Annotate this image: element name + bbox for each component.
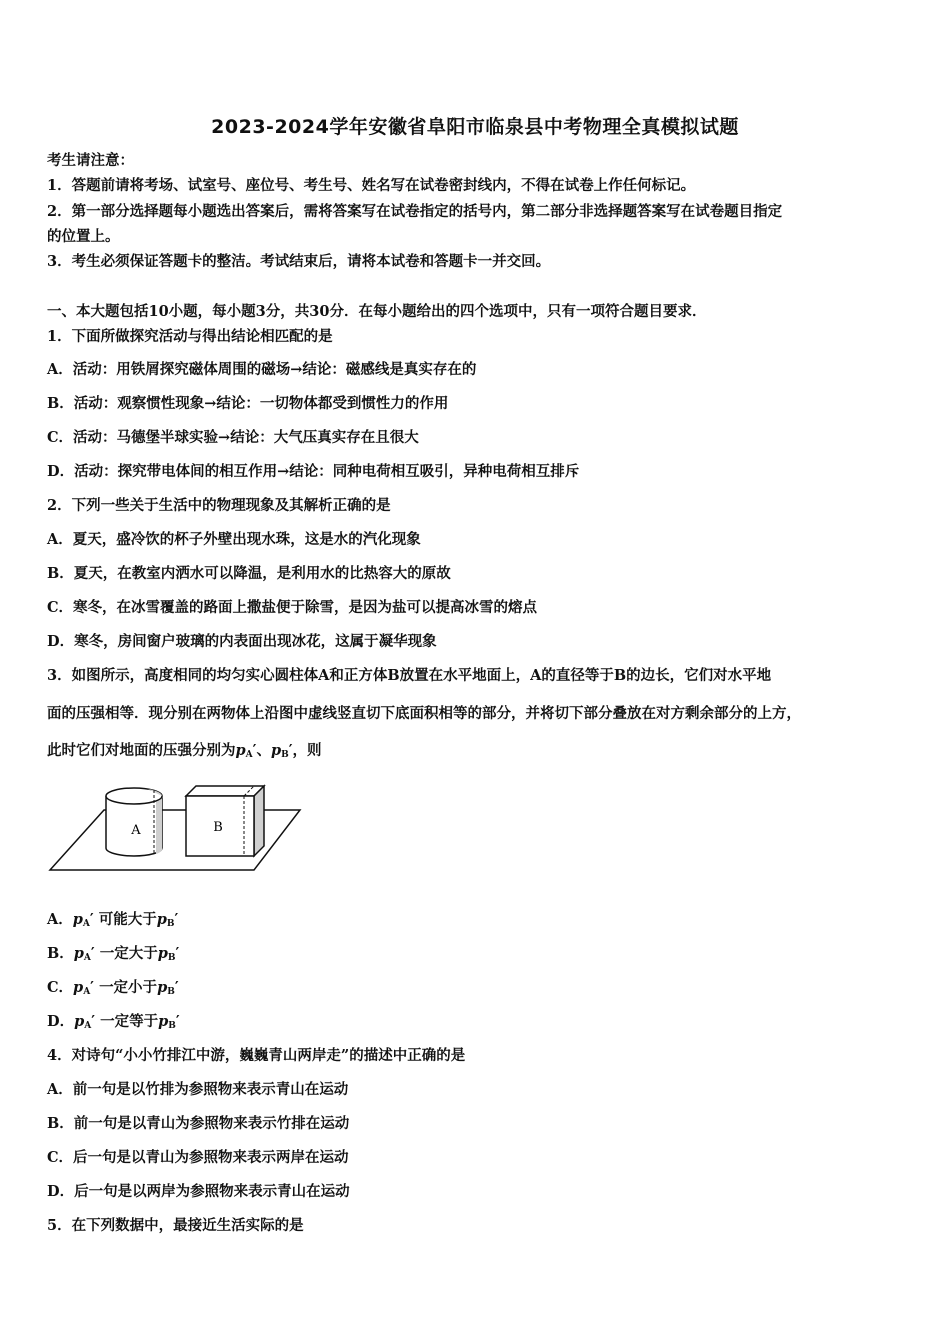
question-4-option-b: B．前一句是以青山为参照物来表示竹排在运动	[47, 1115, 350, 1132]
question-2-option-c: C．寒冬，在冰雪覆盖的路面上撒盐便于除雪，是因为盐可以提高冰雪的熔点	[47, 599, 538, 616]
question-1-option-a: A．活动：用铁屑探究磁体周围的磁场→结论：磁感线是真实存在的	[47, 361, 477, 378]
exam-title: 2023-2024学年安徽省阜阳市临泉县中考物理全真模拟试题	[211, 116, 739, 138]
question-3-stem-line1: 3．如图所示，高度相同的均匀实心圆柱体A和正方体B放置在水平地面上，A的直径等于B的边长，它们对水平地	[47, 667, 772, 684]
question-2-option-a: A．夏天，盛冷饮的杯子外壁出现水珠，这是水的汽化现象	[47, 531, 421, 548]
notice-item: 2．第一部分选择题每小题选出答案后，需将答案写在试卷指定的括号内，第二部分非选择题答案写在试卷题目指定	[47, 203, 783, 220]
question-3-option-c: C．$p_A'$ 一定小于$p_B'$	[47, 979, 179, 997]
question-1-option-d: D．活动：探究带电体间的相互作用→结论：同种电荷相互吸引，异种电荷相互排斥	[47, 463, 580, 480]
question-4-stem: 4．对诗句“小小竹排江中游，巍巍青山两岸走”的描述中正确的是	[47, 1047, 466, 1064]
question-3-option-b: B．$p_A'$ 一定大于$p_B'$	[47, 945, 180, 963]
question-2-option-b: B．夏天，在教室内洒水可以降温，是利用水的比热容大的原故	[47, 565, 451, 582]
question-3-option-d: D．$p_A'$ 一定等于$p_B'$	[47, 1013, 180, 1031]
question-2-option-d: D．寒冬，房间窗户玻璃的内表面出现冰花，这属于凝华现象	[47, 633, 437, 650]
section-heading: 一、本大题包括10小题，每小题3分，共30分．在每小题给出的四个选项中，只有一项符合题目要求．	[47, 303, 707, 320]
label-a: A	[131, 823, 141, 838]
notice-item: 3．考生必须保证答题卡的整洁。考试结束后，请将本试卷和答题卡一并交回。	[47, 253, 551, 270]
question-5-stem: 5．在下列数据中，最接近生活实际的是	[47, 1217, 304, 1234]
question-4-option-d: D．后一句是以两岸为参照物来表示青山在运动	[47, 1183, 350, 1200]
question-2-stem: 2．下列一些关于生活中的物理现象及其解析正确的是	[47, 497, 391, 514]
cube-b	[186, 786, 264, 856]
question-1-option-c: C．活动：马德堡半球实验→结论：大气压真实存在且很大	[47, 429, 419, 446]
question-3-option-a: A．$p_A'$ 可能大于$p_B'$	[47, 911, 179, 929]
question-4-option-a: A．前一句是以竹排为参照物来表示青山在运动	[47, 1081, 349, 1098]
notice-heading: 考生请注意：	[47, 152, 134, 169]
question-3-stem-line3: 此时它们对地面的压强分别为$p_A'$、$p_B'$，则	[47, 742, 322, 760]
question-1-option-b: B．活动：观察惯性现象→结论：一切物体都受到惯性力的作用	[47, 395, 449, 412]
label-b: B	[213, 820, 223, 835]
notice-item: 的位置上。	[47, 228, 120, 245]
cylinder-a	[106, 788, 162, 856]
cylinder-cube-diagram	[44, 778, 304, 878]
question-4-option-c: C．后一句是以青山为参照物来表示两岸在运动	[47, 1149, 349, 1166]
notice-item: 1．答题前请将考场、试室号、座位号、考生号、姓名写在试卷密封线内，不得在试卷上作任何标记。	[47, 177, 696, 194]
question-1-stem: 1．下面所做探究活动与得出结论相匹配的是	[47, 328, 333, 345]
question-3-stem-line2: 面的压强相等．现分别在两物体上沿图中虚线竖直切下底面积相等的部分，并将切下部分叠放在对方剩余部分的上方，	[47, 705, 801, 722]
